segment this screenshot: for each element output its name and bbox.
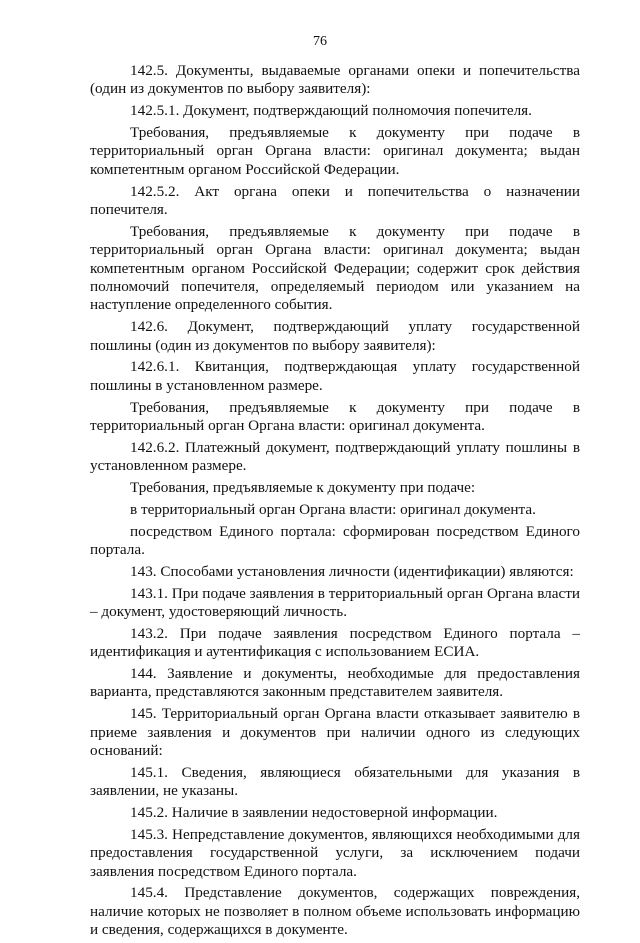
- paragraph-142-5-2-requirements: Требования, предъявляемые к документу при подаче в территориальный орган Органа власти: оригинал документа; выдан компетентным органом Российской Федерации; содержит срок действия полномочий попечителя, определяемый периодом или указанием на наступление определенного события.: [90, 222, 580, 314]
- paragraph-145-3: 145.3. Непредставление документов, являющихся необходимыми для предоставления государственной услуги, за исключением подачи заявления посредством Единого портала.: [90, 825, 580, 880]
- paragraph-142-6-2-territorial: в территориальный орган Органа власти: оригинал документа.: [130, 500, 536, 518]
- paragraph-142-6-2: 142.6.2. Платежный документ, подтверждающий уплату пошлины в установленном размере.: [90, 438, 580, 475]
- paragraph-142-6-1: 142.6.1. Квитанция, подтверждающая уплату государственной пошлины в установленном размере.: [90, 358, 580, 394]
- paragraph-145-4: 145.4. Представление документов, содержащих повреждения, наличие которых не позволяет в полном объеме использовать информацию и сведения, содержащихся в документе.: [90, 884, 580, 939]
- paragraph-143-2: 143.2. При подаче заявления посредством Единого портала – идентификация и аутентификация с использованием ЕСИА.: [90, 624, 580, 661]
- paragraph-142-5-1-requirements: Требования, предъявляемые к документу при подаче в территориальный орган Органа власти: оригинал документа; выдан компетентным органом Российской Федерации.: [90, 124, 580, 178]
- paragraph-142-6-2-portal: посредством Единого портала: сформирован посредством Единого портала.: [90, 522, 580, 559]
- paragraph-143: 143. Способами установления личности (идентификации) являются:: [130, 562, 574, 580]
- paragraph-142-5-1: 142.5.1. Документ, подтверждающий полномочия попечителя.: [130, 102, 532, 120]
- page-number: 76: [313, 34, 327, 49]
- paragraph-145-1: 145.1. Сведения, являющиеся обязательными для указания в заявлении, не указаны.: [90, 763, 580, 800]
- paragraph-145-2: 145.2. Наличие в заявлении недостоверной информации.: [130, 804, 498, 822]
- document-body: [90, 62, 580, 943]
- paragraph-144: 144. Заявление и документы, необходимые для предоставления варианта, представляются законным представителем заявителя.: [90, 665, 580, 701]
- paragraph-142-6-2-requirements: Требования, предъявляемые к документу при подаче:: [130, 479, 476, 497]
- paragraph-145: 145. Территориальный орган Органа власти отказывает заявителю в приеме заявления и документов при наличии одного из следующих оснований:: [90, 705, 580, 760]
- paragraph-142-6: 142.6. Документ, подтверждающий уплату государственной пошлины (один из документов по выбору заявителя):: [90, 318, 580, 354]
- paragraph-142-5-2: 142.5.2. Акт органа опеки и попечительства о назначении попечителя.: [90, 182, 580, 219]
- paragraph-143-1: 143.1. При подаче заявления в территориальный орган Органа власти – документ, удостоверяющий личность.: [90, 584, 580, 621]
- paragraph-142-5: 142.5. Документы, выдаваемые органами опеки и попечительства (один из документов по выбору заявителя):: [90, 62, 580, 98]
- paragraph-142-6-1-requirements: Требования, предъявляемые к документу при подаче в территориальный орган Органа власти: оригинал документа.: [90, 398, 580, 435]
